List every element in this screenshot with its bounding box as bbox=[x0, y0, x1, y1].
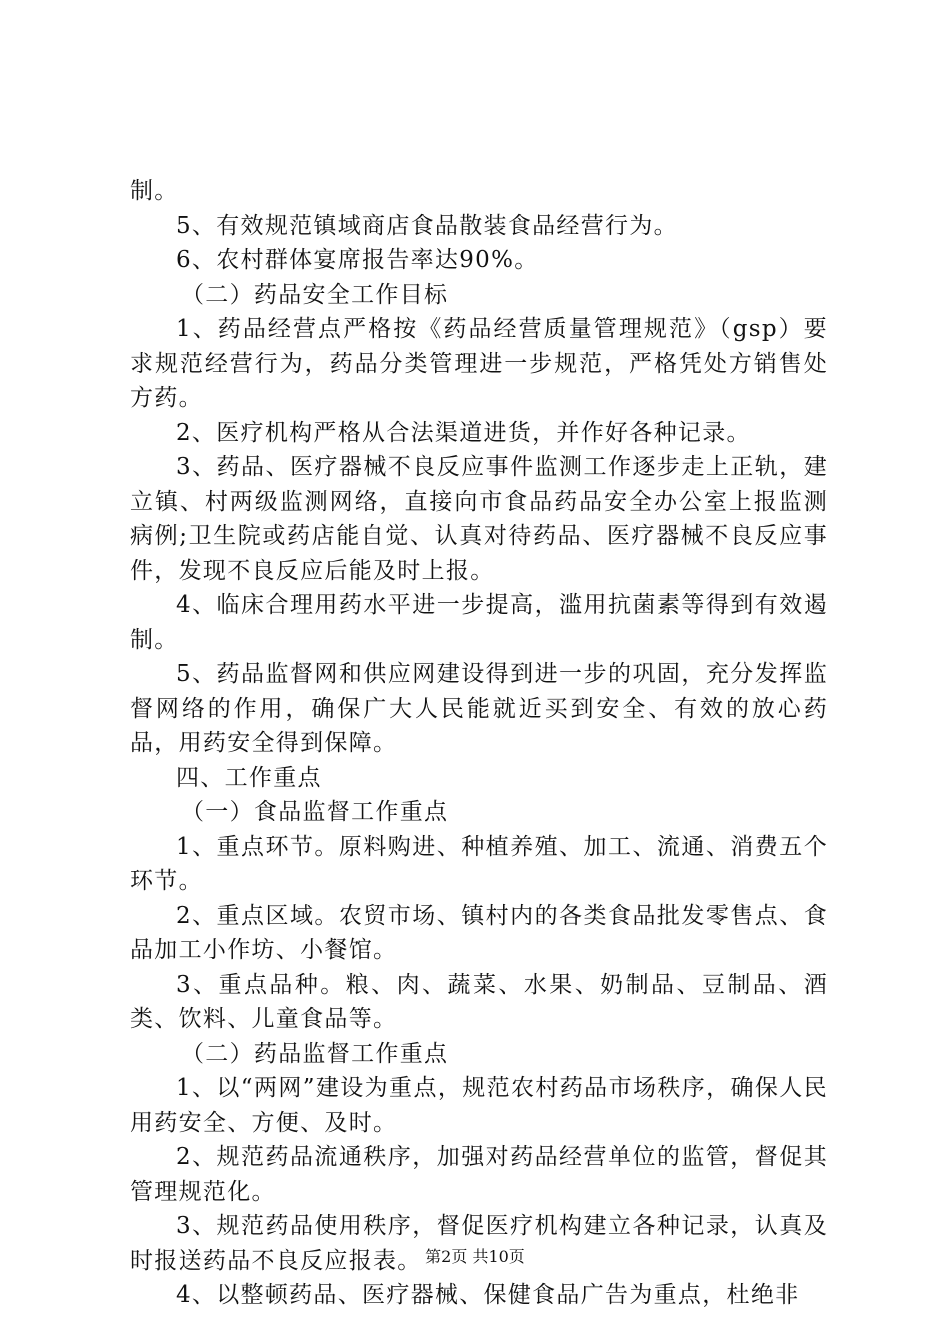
paragraph: 2、医疗机构严格从合法渠道进货，并作好各种记录。 bbox=[176, 419, 751, 446]
paragraph: 4、临床合理用药水平进一步提高，滥用抗菌素等得到有效遏制。 bbox=[130, 592, 828, 653]
section-heading: （一）食品监督工作重点 bbox=[181, 799, 449, 825]
paragraph: 5、有效规范镇域商店食品散装食品经营行为。 bbox=[176, 212, 678, 239]
paragraph: 3、规范药品使用秩序，督促医疗机构建立各种记录，认真及时报送药品不良反应报表。 bbox=[130, 1213, 828, 1274]
paragraph: 3、重点品种。粮、肉、蔬菜、水果、奶制品、豆制品、酒类、饮料、儿童食品等。 bbox=[130, 971, 828, 1032]
paragraph: 2、重点区域。农贸市场、镇村内的各类食品批发零售点、食品加工小作坊、小餐馆。 bbox=[130, 902, 828, 963]
paragraph: 6、农村群体宴席报告率达90%。 bbox=[176, 247, 539, 273]
paragraph: 5、药品监督网和供应网建设得到进一步的巩固，充分发挥监督网络的作用，确保广大人民能就近买到安全、有效的放心药品，用药安全得到保障。 bbox=[130, 661, 828, 756]
section-heading: 四、工作重点 bbox=[176, 764, 322, 791]
section-heading: （二）药品监督工作重点 bbox=[181, 1040, 449, 1067]
page-footer: 第2页 共10页 bbox=[425, 1247, 525, 1266]
paragraph: 制。 bbox=[130, 178, 179, 204]
section-heading: （二）药品安全工作目标 bbox=[181, 281, 449, 308]
paragraph: 1、以“两网”建设为重点，规范农村药品市场秩序，确保人民用药安全、方便、及时。 bbox=[130, 1075, 828, 1136]
paragraph: 1、重点环节。原料购进、种植养殖、加工、流通、消费五个环节。 bbox=[130, 833, 828, 894]
paragraph: 1、药品经营点严格按《药品经营质量管理规范》（gsp）要求规范经营行为，药品分类管理进一步规范，严格凭处方销售处方药。 bbox=[130, 316, 828, 411]
paragraph: 4、以整顿药品、医疗器械、保健食品广告为重点，杜绝非 bbox=[176, 1282, 800, 1308]
document-body bbox=[130, 174, 828, 1313]
paragraph: 3、药品、医疗器械不良反应事件监测工作逐步走上正轨，建立镇、村两级监测网络，直接向市食品药品安全办公室上报监测病例;卫生院或药店能自觉、认真对待药品、医疗器械不良反应事件，发现不良反应后能及时上报。 bbox=[130, 454, 828, 584]
paragraph: 2、规范药品流通秩序，加强对药品经营单位的监管，督促其管理规范化。 bbox=[130, 1144, 828, 1205]
